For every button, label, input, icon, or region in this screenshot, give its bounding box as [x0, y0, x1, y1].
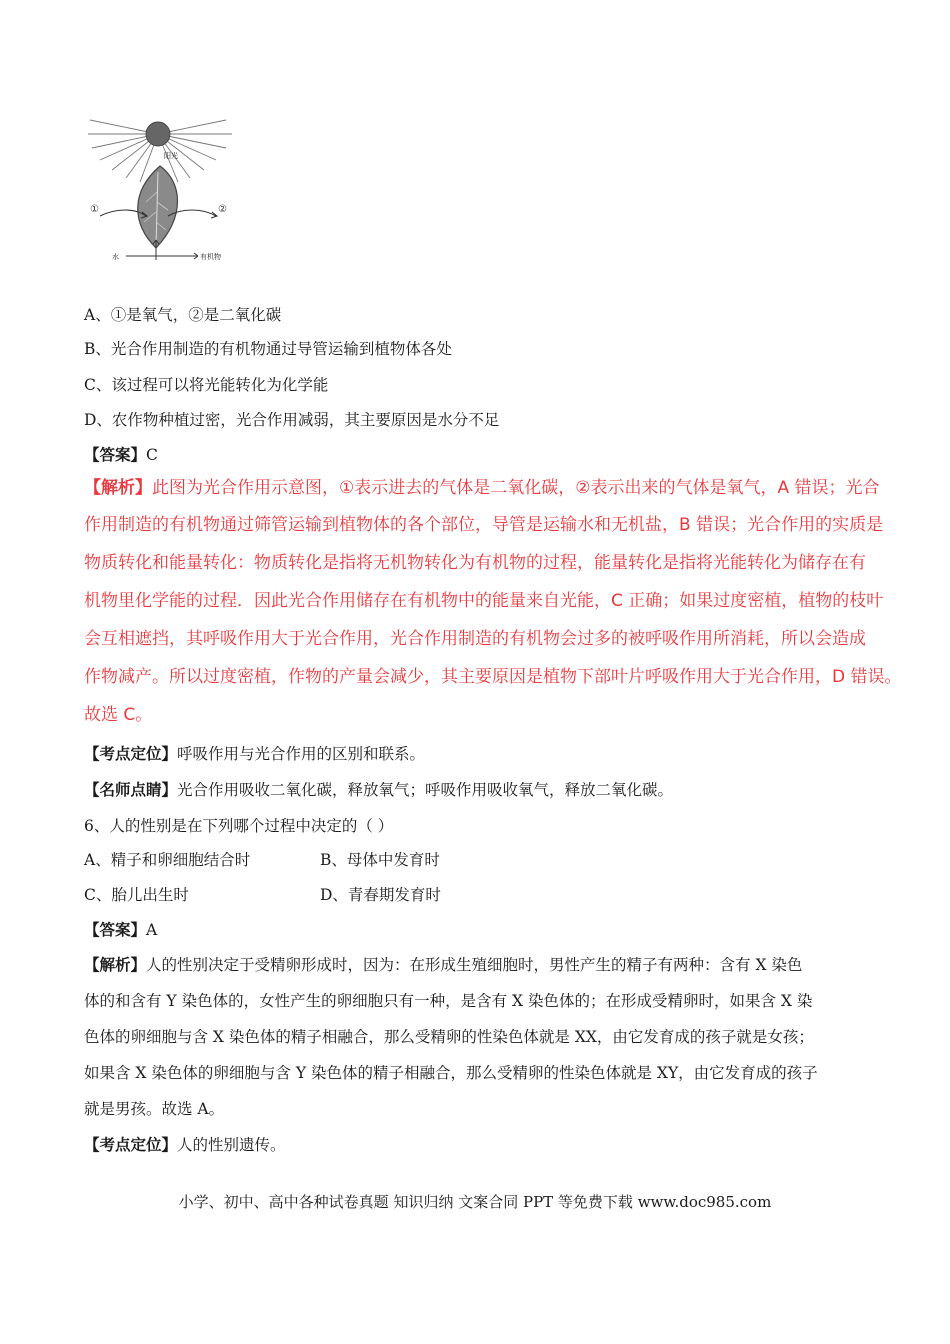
- leaf-icon: [138, 166, 178, 248]
- q6-analysis-line: 色体的卵细胞与含 X 染色体的精子相融合，那么受精卵的性染色体就是 XX，由它发育成的孩子就是女孩；: [84, 1028, 814, 1046]
- q5-option-c: C、该过程可以将光能转化为化学能: [84, 376, 329, 394]
- q5-option-b: B、光合作用制造的有机物通过导管运输到植物体各处: [84, 340, 452, 358]
- q6-analysis-line: 就是男孩。故选 A。: [84, 1100, 225, 1118]
- kaodian-text: 呼吸作用与光合作用的区别和联系。: [177, 745, 426, 763]
- q5-analysis-line: 作用制造的有机物通过筛管运输到植物体的各个部位，导管是运输水和无机盐，B 错误；光合作用的实质是: [84, 515, 884, 535]
- q6-kaodian: [84, 1135, 286, 1155]
- q5-analysis-line: 会互相遮挡，其呼吸作用大于光合作用，光合作用制造的有机物会过多的被呼吸作用所消耗，所以会造成: [84, 629, 866, 649]
- kaodian-tag: 【考点定位】: [84, 1135, 178, 1154]
- q6-option-b: B、母体中发育时: [320, 851, 440, 869]
- q6-option-c: C、胎儿出生时: [84, 886, 189, 904]
- photosynthesis-diagram: [86, 112, 238, 264]
- q5-option-a: A、①是氧气，②是二氧化碳: [84, 306, 282, 324]
- sun-label: 阳光: [164, 152, 178, 160]
- q5-analysis-line: 物质转化和能量转化：物质转化是指将无机物转化为有机物的过程，能量转化是指将光能转化为储存在有: [84, 553, 866, 573]
- q6-options-row: [84, 885, 684, 905]
- answer-value: A: [146, 921, 158, 939]
- kaodian-text: 人的性别遗传。: [177, 1136, 286, 1154]
- marker-1: ①: [90, 204, 99, 215]
- mingshi-tag: 【名师点睛】: [84, 780, 178, 799]
- q6-option-d: D、青春期发育时: [320, 886, 441, 904]
- q5-mingshi: [84, 780, 673, 800]
- q5-analysis-line: 作物减产。所以过度密植，作物的产量会减少，其主要原因是植物下部叶片呼吸作用大于光合作用，D 错误。: [84, 667, 902, 687]
- answer-tag: 【答案】: [84, 445, 147, 464]
- organic-label: 有机物: [200, 253, 221, 261]
- q6-analysis-line: 如果含 X 染色体的卵细胞与含 Y 染色体的精子相融合，那么受精卵的性染色体就是 XY，由它发育成的孩子: [84, 1064, 818, 1082]
- q5-kaodian: [84, 744, 425, 764]
- q6-analysis-line: [84, 955, 802, 975]
- analysis-text: 人的性别决定于受精卵形成时，因为：在形成生殖细胞时，男性产生的精子有两种：含有 X 染色: [146, 956, 803, 974]
- q6-options-row: [84, 850, 684, 870]
- q5-analysis-line: 机物里化学能的过程．因此光合作用储存在有机物中的能量来自光能，C 正确；如果过度密植，植物的枝叶: [84, 591, 884, 611]
- q6-question: 6、人的性别是在下列哪个过程中决定的（ ）: [84, 817, 394, 835]
- answer-value: C: [146, 446, 158, 464]
- marker-2: ②: [218, 204, 227, 215]
- answer-tag: 【答案】: [84, 920, 147, 939]
- water-label: 水: [112, 253, 119, 261]
- q5-analysis-line: [84, 478, 880, 498]
- q5-option-d: D、农作物种植过密，光合作用减弱，其主要原因是水分不足: [84, 411, 500, 429]
- analysis-tag: 【解析】: [84, 478, 152, 498]
- mingshi-text: 光合作用吸收二氧化碳，释放氧气；呼吸作用吸收氧气，释放二氧化碳。: [177, 781, 674, 799]
- analysis-tag: 【解析】: [84, 955, 147, 974]
- q5-answer: [84, 445, 158, 465]
- analysis-text: 此图为光合作用示意图，①表示进去的气体是二氧化碳，②表示出来的气体是氧气，A 错误；光合: [152, 478, 880, 498]
- q6-analysis-line: 体的和含有 Y 染色体的，女性产生的卵细胞只有一种，是含有 X 染色体的；在形成受精卵时，如果含 X 染: [84, 992, 813, 1010]
- q6-answer: [84, 920, 157, 940]
- q6-option-a: A、精子和卵细胞结合时: [84, 851, 251, 869]
- q5-analysis-line: 故选 C。: [84, 705, 153, 725]
- kaodian-tag: 【考点定位】: [84, 744, 178, 763]
- stem-arrows: [126, 240, 198, 260]
- page-footer: 小学、初中、高中各种试卷真题 知识归纳 文案合同 PPT 等免费下载 www.doc985.com: [178, 1193, 772, 1211]
